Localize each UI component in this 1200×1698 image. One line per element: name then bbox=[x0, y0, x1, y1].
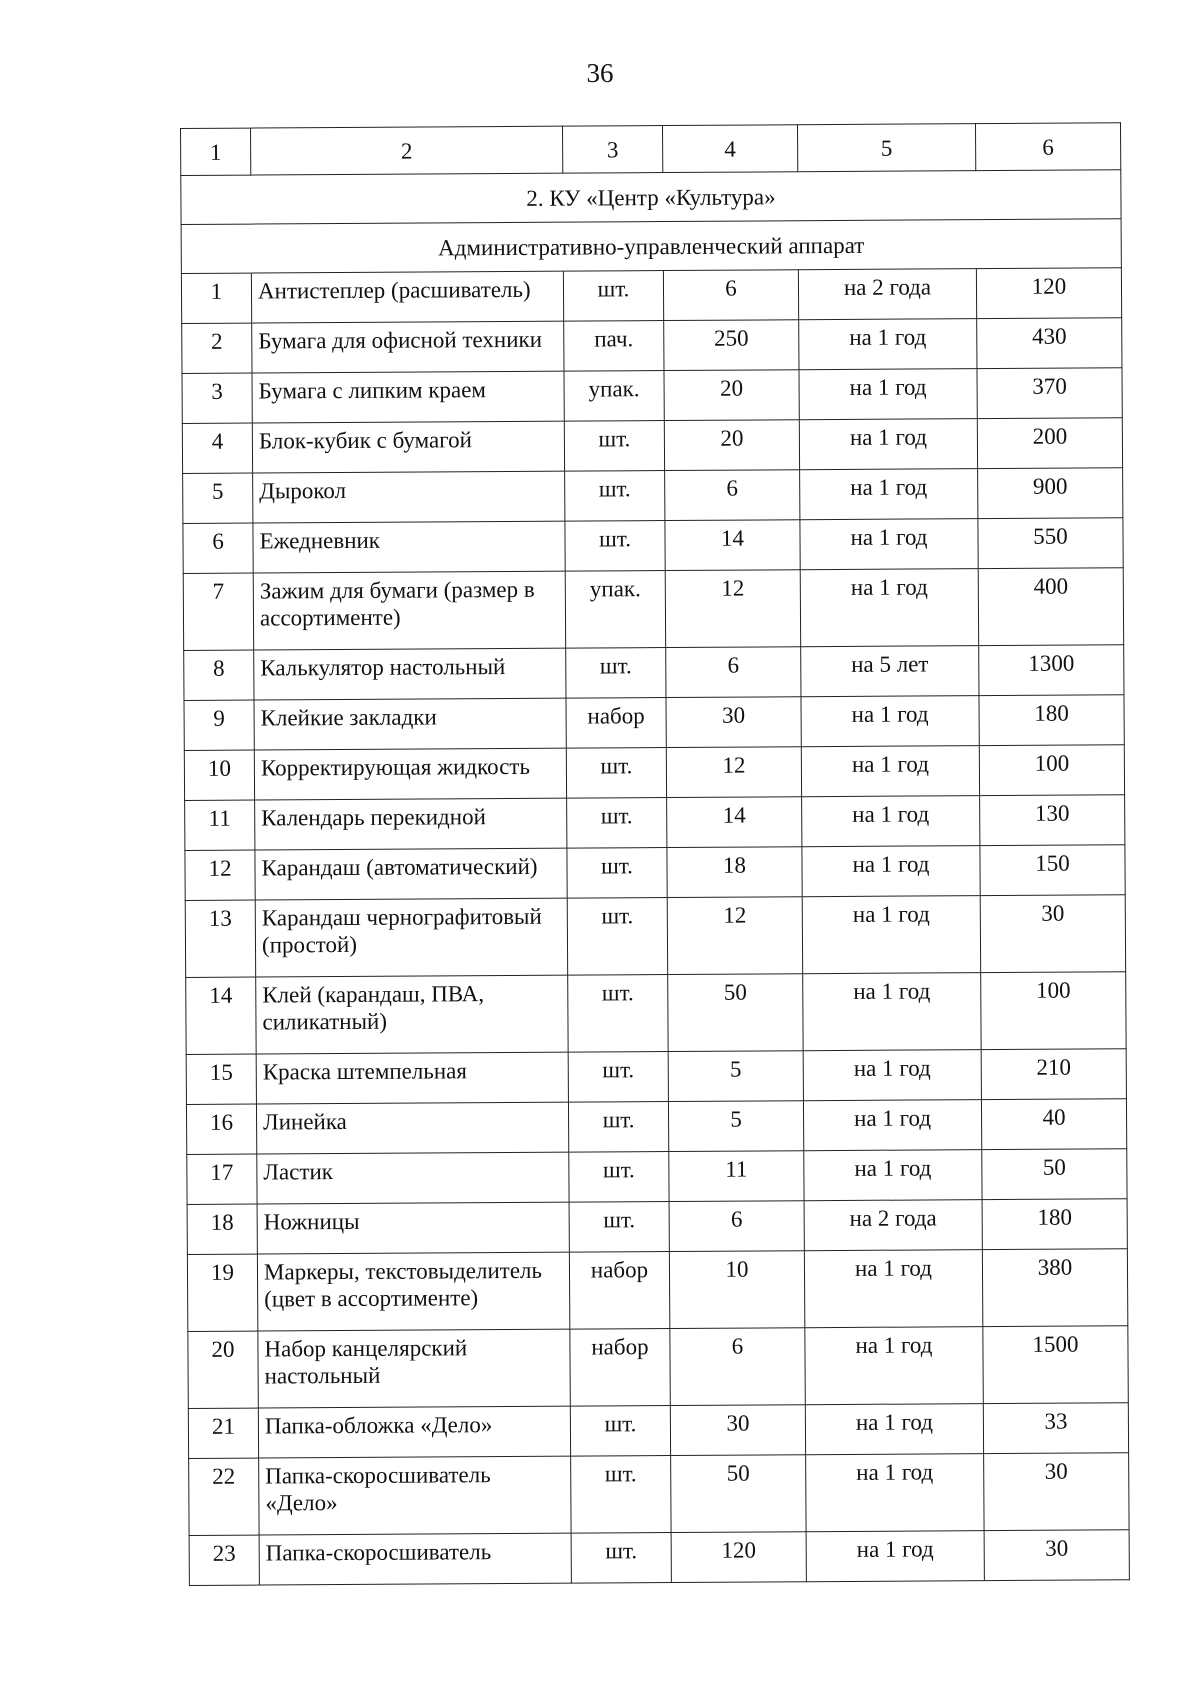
section-title: 2. КУ «Центр «Культура» bbox=[181, 170, 1121, 225]
unit-cell: набор bbox=[570, 1329, 670, 1407]
price-cell: 150 bbox=[980, 845, 1125, 896]
table-row bbox=[186, 1049, 1126, 1105]
term-cell: на 2 года bbox=[798, 269, 976, 320]
table-row bbox=[186, 1099, 1126, 1155]
unit-cell: шт. bbox=[568, 1052, 668, 1103]
unit-cell: шт. bbox=[564, 421, 664, 472]
unit-cell: шт. bbox=[566, 648, 666, 699]
quantity-cell: 5 bbox=[668, 1101, 803, 1152]
item-name-cell: Ластик bbox=[257, 1152, 569, 1204]
table-row bbox=[189, 1530, 1129, 1586]
unit-cell: шт. bbox=[570, 1406, 670, 1457]
row-number-cell: 23 bbox=[189, 1535, 259, 1585]
table-row bbox=[184, 645, 1124, 701]
quantity-cell: 12 bbox=[666, 747, 801, 798]
table-row bbox=[187, 1249, 1127, 1332]
price-cell: 430 bbox=[977, 318, 1122, 369]
item-name-cell: Корректирующая жидкость bbox=[254, 748, 566, 800]
unit-cell: шт. bbox=[569, 1202, 669, 1253]
row-number-cell: 9 bbox=[184, 700, 254, 750]
term-cell: на 1 год bbox=[800, 569, 978, 647]
column-number-4: 4 bbox=[662, 125, 797, 173]
row-number-cell: 12 bbox=[185, 850, 255, 900]
column-number-3: 3 bbox=[562, 126, 662, 174]
term-cell: на 1 год bbox=[799, 419, 977, 470]
unit-cell: шт. bbox=[568, 975, 668, 1053]
unit-cell: шт. bbox=[567, 848, 667, 899]
column-number-6: 6 bbox=[975, 123, 1120, 171]
term-cell: на 1 год bbox=[800, 469, 978, 520]
unit-cell: шт. bbox=[565, 471, 665, 522]
table-row bbox=[188, 1403, 1128, 1459]
price-cell: 180 bbox=[979, 695, 1124, 746]
item-name-cell: Линейка bbox=[256, 1102, 568, 1154]
table-row bbox=[184, 745, 1124, 801]
quantity-cell: 50 bbox=[668, 974, 803, 1052]
row-number-cell: 22 bbox=[189, 1458, 259, 1535]
table-row bbox=[185, 895, 1125, 978]
quantity-cell: 5 bbox=[668, 1051, 803, 1102]
quantity-cell: 50 bbox=[671, 1455, 806, 1533]
item-name-cell: Папка-обложка «Дело» bbox=[258, 1406, 570, 1458]
table-row bbox=[182, 418, 1122, 474]
supplies-table bbox=[180, 122, 1130, 1586]
quantity-cell: 14 bbox=[665, 520, 800, 571]
price-cell: 40 bbox=[981, 1099, 1126, 1150]
unit-cell: шт. bbox=[567, 798, 667, 849]
quantity-cell: 250 bbox=[664, 320, 799, 371]
item-name-cell: Карандаш (автоматический) bbox=[255, 848, 567, 900]
unit-cell: упак. bbox=[564, 371, 664, 422]
unit-cell: шт. bbox=[568, 1102, 668, 1153]
price-cell: 30 bbox=[984, 1453, 1129, 1531]
table-row bbox=[189, 1453, 1129, 1536]
term-cell: на 1 год bbox=[801, 746, 979, 797]
item-name-cell: Маркеры, текстовыделитель (цвет в ассортименте) bbox=[257, 1252, 569, 1331]
term-cell: на 1 год bbox=[800, 519, 978, 570]
price-cell: 30 bbox=[980, 895, 1125, 973]
price-cell: 1500 bbox=[983, 1326, 1128, 1404]
unit-cell: шт. bbox=[571, 1456, 671, 1534]
quantity-cell: 18 bbox=[667, 847, 802, 898]
term-cell: на 1 год bbox=[803, 973, 981, 1051]
price-cell: 50 bbox=[982, 1149, 1127, 1200]
term-cell: на 2 года bbox=[804, 1200, 982, 1251]
unit-cell: шт. bbox=[571, 1533, 671, 1584]
term-cell: на 1 год bbox=[804, 1150, 982, 1201]
table-row bbox=[187, 1149, 1127, 1205]
price-cell: 30 bbox=[984, 1530, 1129, 1581]
row-number-cell: 13 bbox=[185, 900, 255, 977]
price-cell: 380 bbox=[982, 1249, 1127, 1327]
term-cell: на 1 год bbox=[799, 319, 977, 370]
item-name-cell: Бумага для офисной техники bbox=[252, 321, 564, 373]
price-cell: 100 bbox=[981, 972, 1126, 1050]
row-number-cell: 5 bbox=[183, 473, 253, 523]
item-name-cell: Бумага с липким краем bbox=[252, 371, 564, 423]
price-cell: 200 bbox=[977, 418, 1122, 469]
quantity-cell: 6 bbox=[665, 470, 800, 521]
price-cell: 550 bbox=[978, 518, 1123, 569]
supplies-table-body bbox=[181, 123, 1130, 1586]
table-row bbox=[181, 268, 1121, 324]
section-title-row bbox=[181, 170, 1121, 225]
row-number-cell: 18 bbox=[187, 1204, 257, 1254]
price-cell: 210 bbox=[981, 1049, 1126, 1100]
term-cell: на 1 год bbox=[803, 1100, 981, 1151]
row-number-cell: 20 bbox=[188, 1331, 258, 1408]
price-cell: 1300 bbox=[979, 645, 1124, 696]
item-name-cell: Блок-кубик с бумагой bbox=[252, 421, 564, 473]
row-number-cell: 17 bbox=[187, 1154, 257, 1204]
row-number-cell: 3 bbox=[182, 373, 252, 423]
subsection-title: Административно-управленческий аппарат bbox=[181, 219, 1121, 274]
row-number-cell: 6 bbox=[183, 523, 253, 573]
item-name-cell: Папка-скоросшиватель «Дело» bbox=[259, 1456, 571, 1535]
table-row bbox=[183, 518, 1123, 574]
unit-cell: пач. bbox=[564, 321, 664, 372]
quantity-cell: 10 bbox=[669, 1251, 804, 1329]
term-cell: на 1 год bbox=[799, 369, 977, 420]
quantity-cell: 120 bbox=[671, 1532, 806, 1583]
row-number-cell: 15 bbox=[186, 1054, 256, 1104]
item-name-cell: Папка-скоросшиватель bbox=[259, 1533, 571, 1585]
item-name-cell: Калькулятор настольный bbox=[254, 648, 566, 700]
unit-cell: набор bbox=[566, 698, 666, 749]
term-cell: на 1 год bbox=[802, 796, 980, 847]
quantity-cell: 12 bbox=[667, 897, 802, 975]
quantity-cell: 30 bbox=[666, 697, 801, 748]
item-name-cell: Карандаш чернографитовый (простой) bbox=[255, 898, 567, 977]
term-cell: на 1 год bbox=[805, 1327, 983, 1405]
column-number-2: 2 bbox=[251, 126, 563, 175]
row-number-cell: 10 bbox=[184, 750, 254, 800]
row-number-cell: 8 bbox=[184, 650, 254, 700]
column-number-1: 1 bbox=[181, 128, 251, 175]
price-cell: 900 bbox=[978, 468, 1123, 519]
column-number-header-row bbox=[181, 123, 1121, 176]
item-name-cell: Ножницы bbox=[257, 1202, 569, 1254]
table-row bbox=[187, 1199, 1127, 1255]
term-cell: на 1 год bbox=[802, 846, 980, 897]
table-row bbox=[183, 468, 1123, 524]
term-cell: на 1 год bbox=[802, 896, 980, 974]
table-row bbox=[182, 318, 1122, 374]
unit-cell: шт. bbox=[569, 1152, 669, 1203]
row-number-cell: 19 bbox=[187, 1254, 257, 1331]
unit-cell: упак. bbox=[565, 571, 665, 649]
row-number-cell: 14 bbox=[186, 977, 256, 1054]
row-number-cell: 16 bbox=[186, 1104, 256, 1154]
table-row bbox=[185, 845, 1125, 901]
quantity-cell: 6 bbox=[669, 1201, 804, 1252]
quantity-cell: 6 bbox=[666, 647, 801, 698]
table-row bbox=[182, 368, 1122, 424]
unit-cell: шт. bbox=[567, 898, 667, 976]
quantity-cell: 30 bbox=[670, 1405, 805, 1456]
unit-cell: набор bbox=[569, 1252, 669, 1330]
quantity-cell: 6 bbox=[663, 270, 798, 321]
term-cell: на 1 год bbox=[806, 1531, 984, 1582]
unit-cell: шт. bbox=[566, 748, 666, 799]
quantity-cell: 11 bbox=[669, 1151, 804, 1202]
term-cell: на 1 год bbox=[803, 1050, 981, 1101]
table-row bbox=[184, 695, 1124, 751]
item-name-cell: Ежедневник bbox=[253, 521, 565, 573]
price-cell: 33 bbox=[983, 1403, 1128, 1454]
unit-cell: шт. bbox=[563, 271, 663, 322]
term-cell: на 1 год bbox=[804, 1250, 982, 1328]
quantity-cell: 14 bbox=[667, 797, 802, 848]
row-number-cell: 7 bbox=[183, 573, 253, 650]
price-cell: 130 bbox=[980, 795, 1125, 846]
term-cell: на 5 лет bbox=[801, 646, 979, 697]
quantity-cell: 12 bbox=[665, 570, 800, 648]
item-name-cell: Набор канцелярский настольный bbox=[258, 1329, 570, 1408]
price-cell: 180 bbox=[982, 1199, 1127, 1250]
table-row bbox=[183, 568, 1123, 651]
column-number-5: 5 bbox=[797, 124, 975, 172]
price-cell: 120 bbox=[976, 268, 1121, 319]
unit-cell: шт. bbox=[565, 521, 665, 572]
quantity-cell: 20 bbox=[664, 420, 799, 471]
table-row bbox=[186, 972, 1126, 1055]
item-name-cell: Краска штемпельная bbox=[256, 1052, 568, 1104]
term-cell: на 1 год bbox=[805, 1404, 983, 1455]
price-cell: 370 bbox=[977, 368, 1122, 419]
quantity-cell: 6 bbox=[670, 1328, 805, 1406]
row-number-cell: 4 bbox=[182, 423, 252, 473]
item-name-cell: Календарь перекидной bbox=[255, 798, 567, 850]
page-number: 36 bbox=[586, 58, 614, 88]
item-name-cell: Зажим для бумаги (размер в ассортименте) bbox=[253, 571, 565, 650]
row-number-cell: 21 bbox=[188, 1408, 258, 1458]
table-row bbox=[185, 795, 1125, 851]
item-name-cell: Клей (карандаш, ПВА, силикатный) bbox=[256, 975, 568, 1054]
row-number-cell: 2 bbox=[182, 323, 252, 373]
row-number-cell: 1 bbox=[181, 273, 251, 323]
item-name-cell: Антистеплер (расшиватель) bbox=[251, 271, 563, 323]
item-name-cell: Дырокол bbox=[253, 471, 565, 523]
price-cell: 400 bbox=[978, 568, 1123, 646]
quantity-cell: 20 bbox=[664, 370, 799, 421]
term-cell: на 1 год bbox=[806, 1454, 984, 1532]
term-cell: на 1 год bbox=[801, 696, 979, 747]
row-number-cell: 11 bbox=[185, 800, 255, 850]
item-name-cell: Клейкие закладки bbox=[254, 698, 566, 750]
table-row bbox=[188, 1326, 1128, 1409]
price-cell: 100 bbox=[979, 745, 1124, 796]
subsection-title-row bbox=[181, 219, 1121, 274]
